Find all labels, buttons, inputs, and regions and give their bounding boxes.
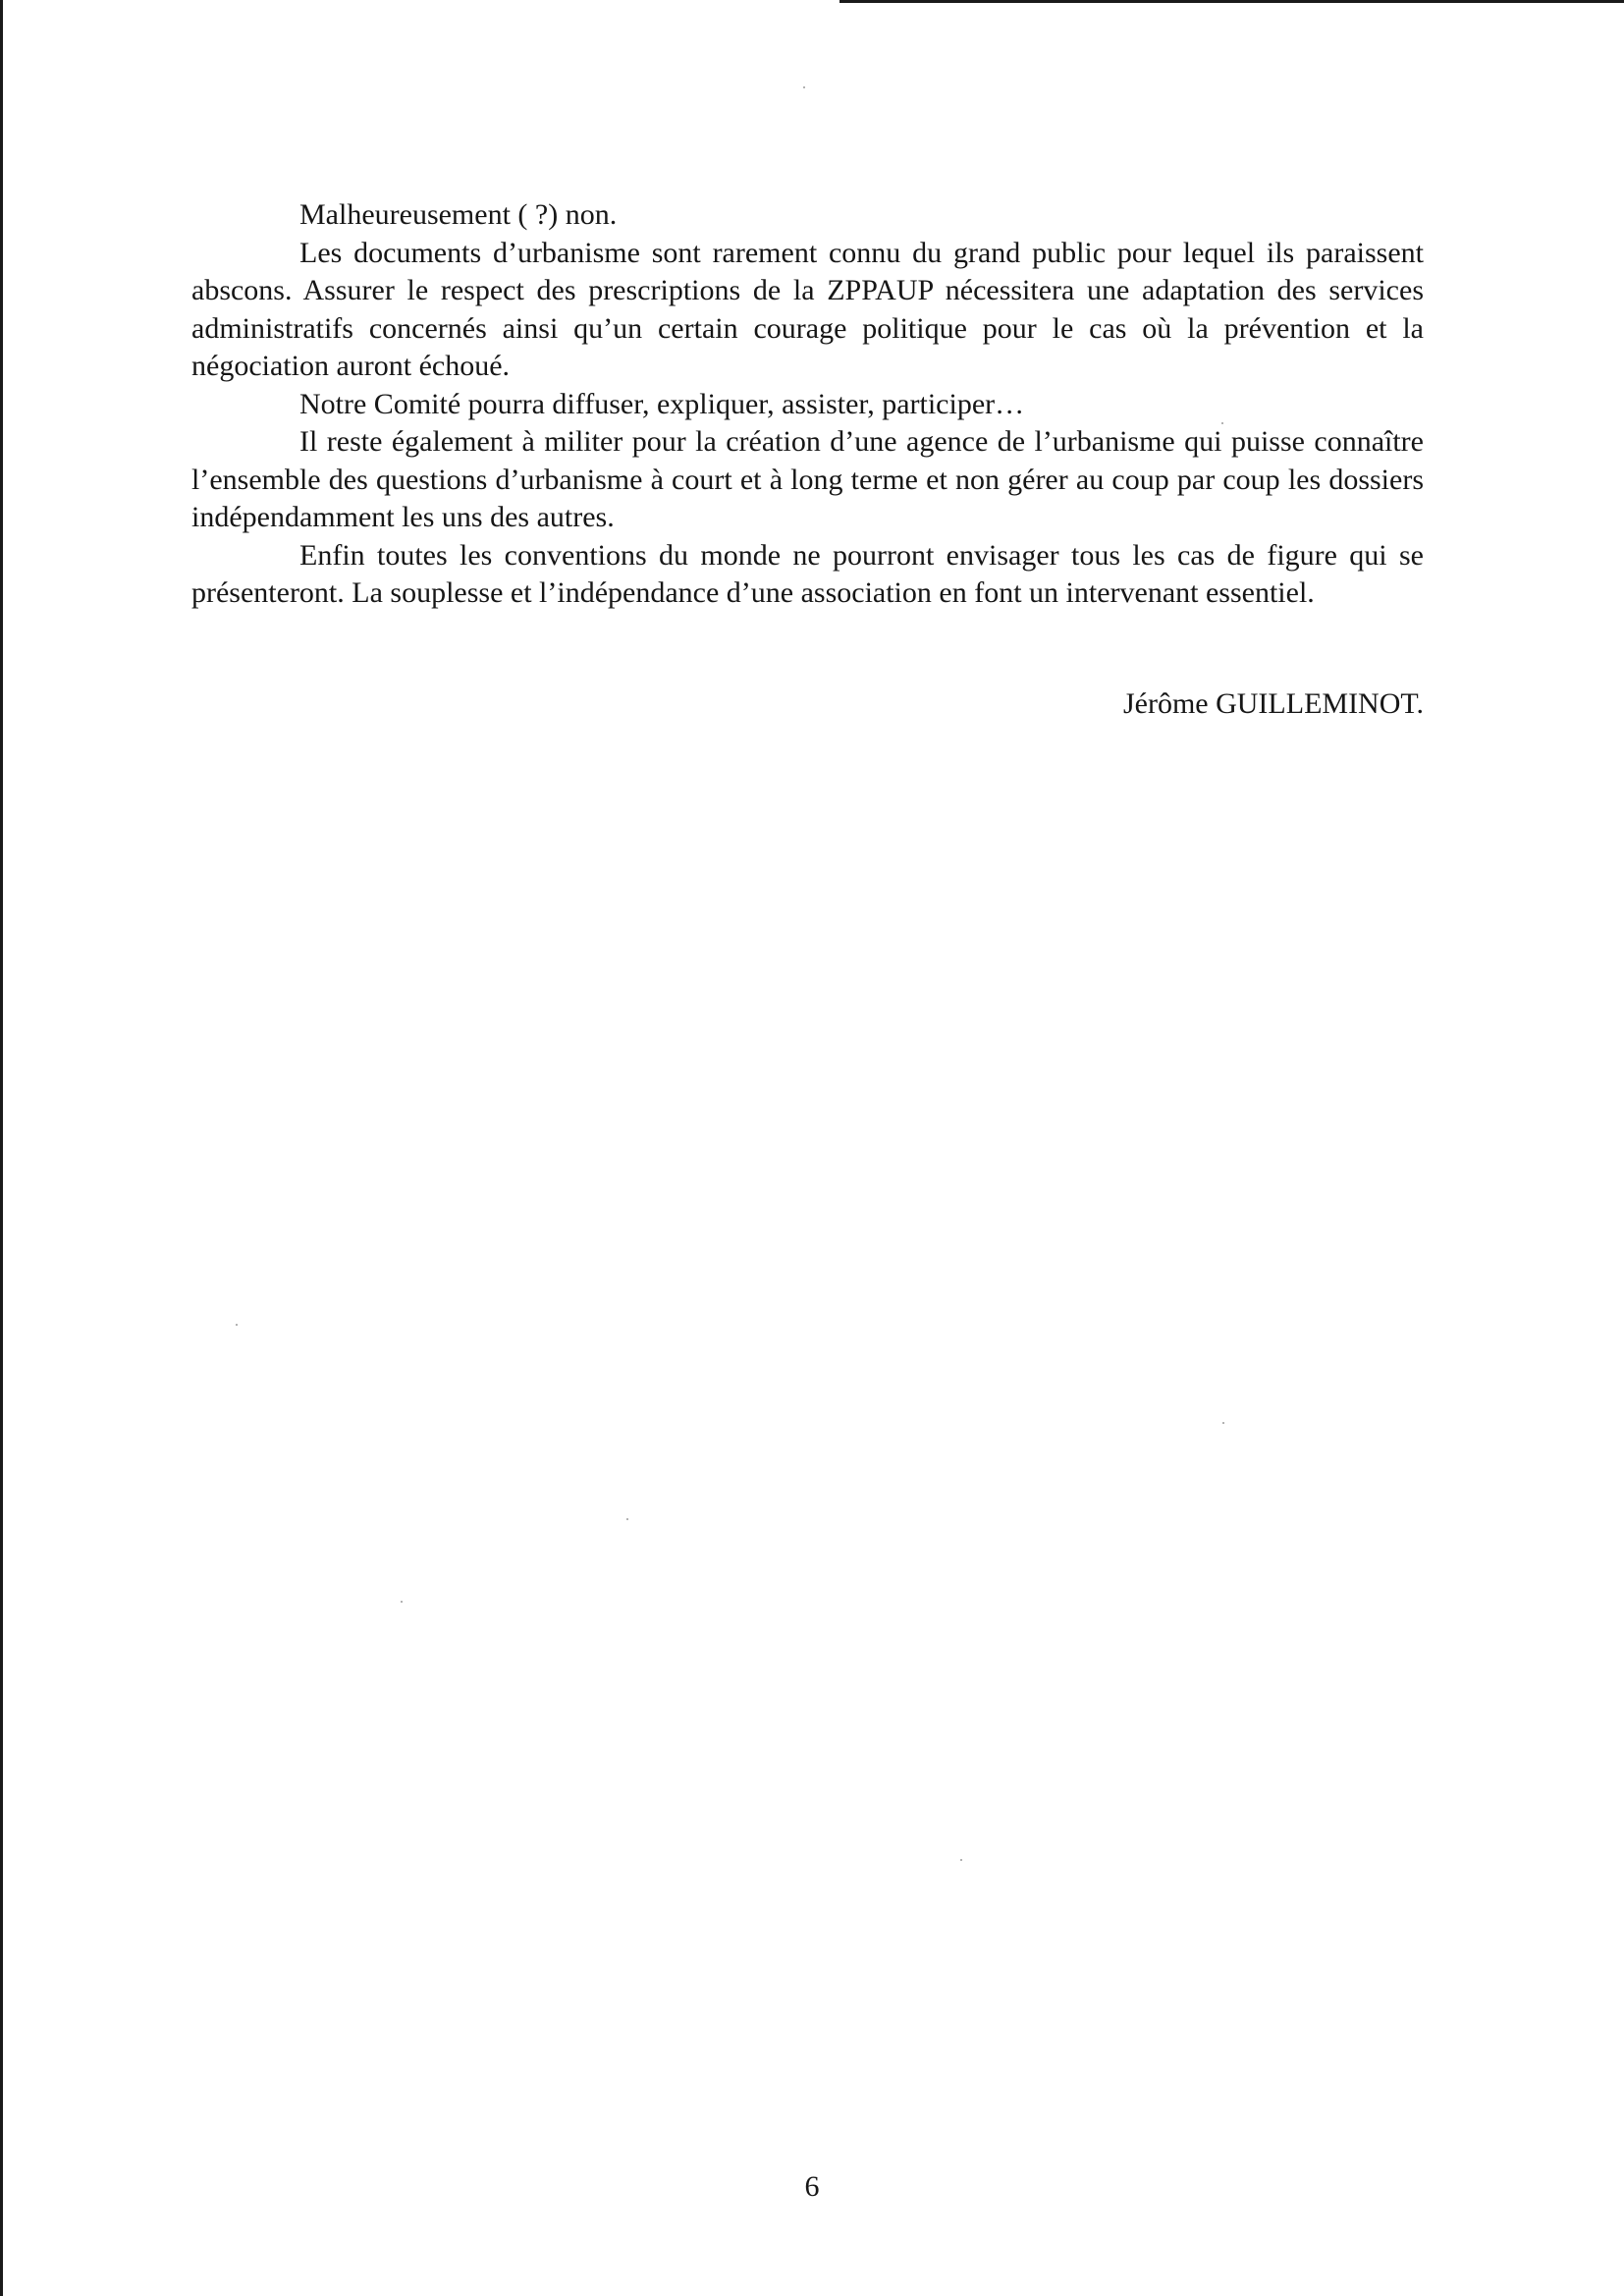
scan-speck [960, 1859, 962, 1861]
page-number: 6 [804, 2170, 820, 2203]
paragraph-3: Notre Comité pourra diffuser, expliquer, assister, participer… [299, 387, 1025, 420]
paragraph-5: Enfin toutes les conventions du monde ne pourront envisager tous les cas de figure qui se présenteront. La souplesse et l’indépendance d’une association en font un intervenant essentiel. [191, 538, 1424, 609]
scan-top-rule [839, 0, 1624, 3]
body-text [191, 196, 1424, 613]
scan-speck [1221, 422, 1223, 424]
signature: Jérôme GUILLEMINOT. [1122, 687, 1424, 720]
scan-speck [401, 1601, 403, 1603]
scan-speck [1222, 1422, 1224, 1424]
paragraph-2: Les documents d’urbanisme sont rarement connu du grand public pour lequel ils paraissent abscons. Assurer le respect des prescriptions de la ZPPAUP nécessitera une adaptation des services administratifs concernés ainsi qu’un certain courage politique pour le cas où la prévention et la négociation auront échoué. [191, 236, 1424, 382]
scan-left-edge [0, 0, 3, 2296]
paragraph-1: Malheureusement ( ?) non. [299, 198, 618, 231]
scan-speck [236, 1324, 238, 1326]
paragraph-4: Il reste également à militer pour la création d’une agence de l’urbanisme qui puisse connaître l’ensemble des questions d’urbanisme à court et à long terme et non gérer au coup par coup les dossiers indépendamment les uns des autres. [191, 425, 1424, 533]
scan-speck [626, 1518, 628, 1520]
scan-speck [803, 86, 805, 88]
